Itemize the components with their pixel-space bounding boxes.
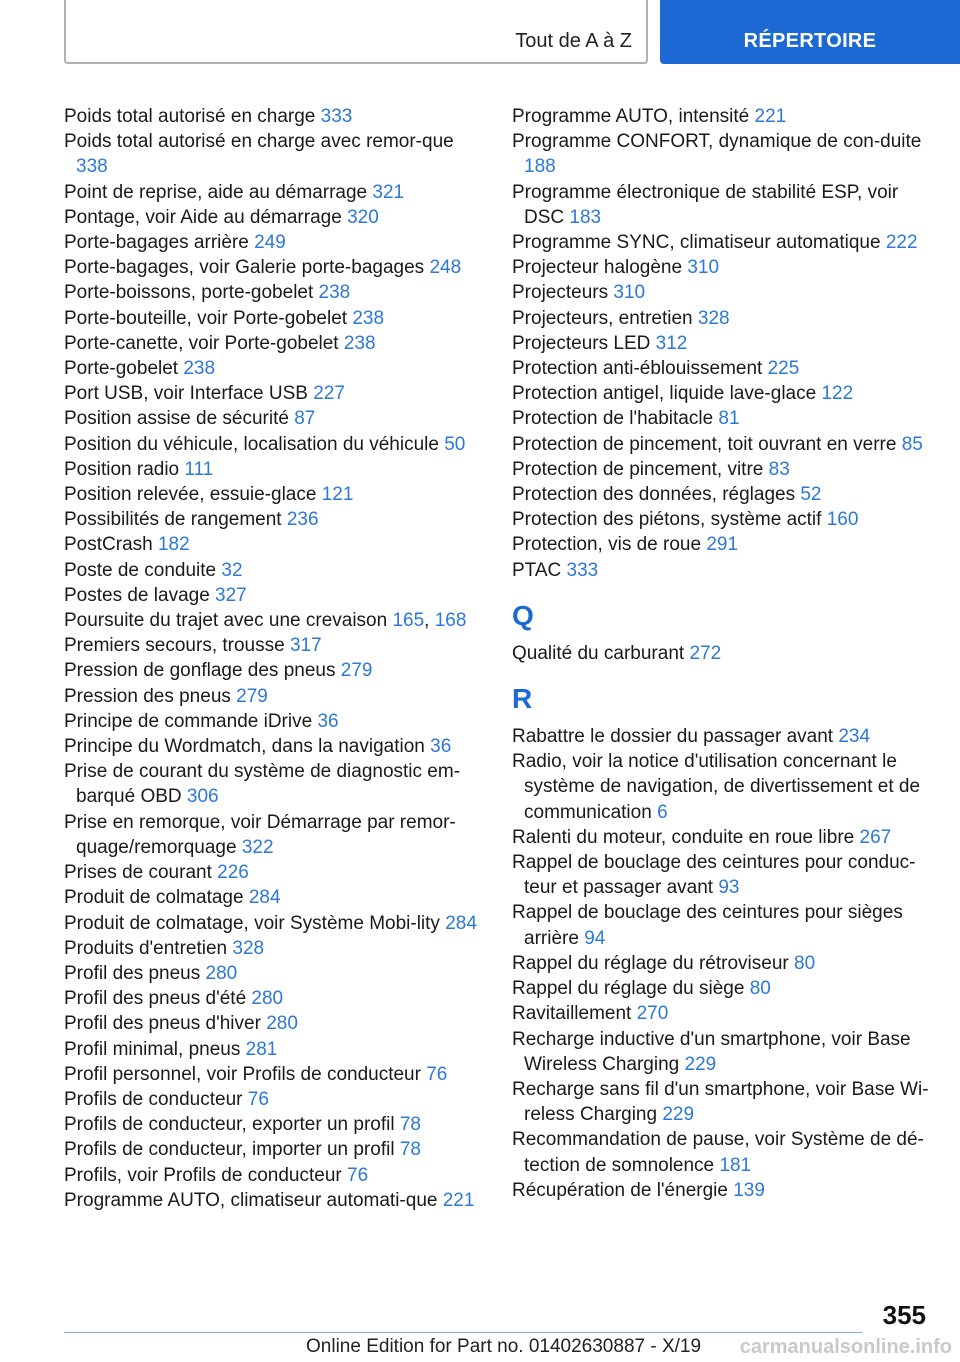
index-group-r [512, 724, 942, 1203]
page-ref-link[interactable]: 222 [885, 232, 918, 254]
page-ref-link[interactable]: 182 [157, 534, 190, 556]
page-ref-link[interactable]: 238 [318, 282, 351, 304]
index-entry [64, 1188, 484, 1213]
page-ref-link[interactable]: 333 [566, 559, 599, 581]
index-entry [512, 482, 942, 507]
index-entry-term: Profils de conducteur [64, 1088, 248, 1110]
page-ref-link[interactable]: 306 [186, 786, 219, 808]
index-entry-term: Position relevée, essuie-glace [64, 484, 322, 506]
page-ref-link[interactable]: 236 [286, 509, 319, 531]
index-entry [512, 306, 942, 331]
page-ref-link[interactable]: 168 [434, 610, 467, 632]
index-entry [64, 406, 484, 431]
index-entry [64, 129, 484, 179]
index-entry-term: Récupération de l'énergie [512, 1179, 734, 1201]
index-entry-term: Recharge sans fil d'un smartphone, voir Base Wi‐reless Charging [512, 1078, 929, 1126]
page-ref-link[interactable]: 284 [445, 912, 477, 934]
page-ref-link[interactable]: 270 [636, 1003, 669, 1025]
index-entry-term: PTAC [512, 559, 567, 581]
index-entry [512, 850, 942, 900]
page-ref-link[interactable]: 310 [613, 282, 646, 304]
index-entry-term: Profil minimal, pneus [64, 1038, 246, 1060]
index-entry [64, 759, 484, 809]
index-entry [512, 1001, 942, 1026]
index-entry-term: Protection antigel, liquide lave-glace [512, 383, 822, 405]
index-entry-term: Profils de conducteur, importer un profil [64, 1139, 400, 1161]
index-entry-term: Prise en remorque, voir Démarrage par remor‐quage/remorquage [64, 811, 456, 858]
index-entry [64, 608, 484, 633]
index-entry-term: Premiers secours, trousse [64, 635, 290, 657]
index-entry [512, 900, 942, 950]
header-tab-index-label: Tout de A à Z [515, 30, 632, 52]
index-group-p [512, 104, 942, 583]
index-entry [512, 749, 942, 825]
page-ref-link[interactable]: 85 [901, 433, 923, 455]
index-entry [512, 381, 942, 406]
index-entry [512, 255, 942, 280]
index-entry [64, 230, 484, 255]
index-entry-term: Pression de gonflage des pneus [64, 660, 341, 682]
index-entry-term: Poids total autorisé en charge [64, 106, 321, 127]
page-ref-link[interactable]: 249 [254, 232, 286, 254]
page-ref-link[interactable]: 80 [794, 952, 816, 974]
index-entry-term: Rappel de bouclage des ceintures pour sièges arrière [512, 902, 903, 949]
page-ref-link[interactable]: 87 [294, 408, 316, 430]
page-ref-link[interactable]: 183 [569, 206, 602, 228]
page-ref-link[interactable]: 78 [399, 1139, 421, 1161]
index-entry-term: Produit de colmatage [64, 887, 249, 909]
index-entry-term: Projecteurs, entretien [512, 307, 698, 329]
index-entry-term: Programme électronique de stabilité ESP, voir DSC [512, 181, 899, 228]
index-entry [64, 658, 484, 683]
footer-divider [64, 1332, 862, 1333]
page-ref-link[interactable]: 122 [821, 383, 854, 405]
index-entry [64, 482, 484, 507]
index-entry [64, 331, 484, 356]
page-number: 355 [882, 1300, 926, 1330]
index-entry [512, 331, 942, 356]
index-entry-term: Possibilités de rangement [64, 509, 287, 531]
page-ref-link[interactable]: 238 [183, 358, 216, 380]
page-ref-link[interactable]: 221 [442, 1189, 475, 1211]
page-ref-link[interactable]: 6 [657, 801, 668, 823]
page-ref-link[interactable]: 322 [241, 836, 274, 858]
index-entry-term: Qualité du carburant [512, 642, 690, 664]
index-entry-term: Rappel du réglage du siège [512, 978, 750, 1000]
index-entry-term: Profil personnel, voir Profils de conducteur [64, 1063, 427, 1085]
page-ref-link[interactable]: 36 [430, 736, 452, 758]
index-column-left [64, 104, 484, 1213]
page-ref-link[interactable]: 272 [689, 642, 722, 664]
index-entry [64, 280, 484, 305]
index-entry-term: Protection de pincement, toit ouvrant en verre [512, 433, 902, 455]
index-entry-term: Poste de conduite [64, 559, 222, 581]
page-ref-link[interactable]: 160 [826, 509, 859, 531]
index-entry-term: Projecteurs [512, 282, 614, 304]
page-ref-link[interactable]: 50 [444, 433, 466, 455]
edition-note: Online Edition for Part no. 01402630887 - X/19 [306, 1336, 702, 1357]
header-tab-directory[interactable] [660, 0, 960, 64]
page-ref-link[interactable]: 280 [205, 962, 238, 984]
index-entry [512, 951, 942, 976]
index-entry [64, 457, 484, 482]
index-entry-term: Poids total autorisé en charge avec remor‐que [64, 131, 454, 153]
index-entry [512, 825, 942, 850]
index-entry-term: Porte-boissons, porte-gobelet [64, 282, 319, 304]
index-entry [64, 583, 484, 608]
index-entry [512, 1027, 942, 1077]
index-entry [512, 230, 942, 255]
header-tab-directory-label: RÉPERTOIRE [743, 30, 877, 52]
index-group-q [512, 641, 942, 666]
page-ref-link[interactable]: 221 [754, 106, 787, 127]
index-entry-term: Position radio [64, 458, 185, 480]
page-ref-link[interactable]: 83 [768, 458, 790, 480]
index-entry [512, 532, 942, 557]
index-entry [64, 104, 484, 129]
page-ref-link[interactable]: 320 [347, 206, 379, 228]
index-entry [64, 507, 484, 532]
page-ref-link[interactable]: 229 [662, 1104, 695, 1126]
page-ref-link[interactable]: 76 [247, 1088, 269, 1110]
index-entry [512, 724, 942, 749]
page-ref-link[interactable]: 234 [838, 726, 871, 748]
page-ref-link[interactable]: 328 [232, 937, 265, 959]
index-entry-term: Produits d'entretien [64, 937, 233, 959]
index-entry-term: Radio, voir la notice d'utilisation concernant le système de navigation, de divertissement et de communication [512, 751, 921, 823]
index-entry [64, 1011, 484, 1036]
index-entry-term: Rappel du réglage du rétroviseur [512, 952, 795, 974]
index-entry-term: Programme SYNC, climatiseur automatique [512, 232, 886, 254]
header-tab-index[interactable] [64, 0, 648, 64]
index-entry-term: Projecteurs LED [512, 332, 656, 354]
index-entry-term: Poursuite du trajet avec une crevaison [64, 610, 393, 632]
index-entry-term: Programme CONFORT, dynamique de con‐duite [512, 131, 922, 153]
page-ref-link[interactable]: 280 [266, 1013, 298, 1035]
index-entry-term: Protection des données, réglages [512, 484, 801, 506]
index-entry [64, 1137, 484, 1162]
index-entry-term: PostCrash [64, 534, 158, 556]
index-entry [64, 885, 484, 910]
page-ref-link[interactable]: 338 [76, 156, 108, 178]
index-entry [512, 1178, 942, 1203]
index-entry-term: Protection, vis de roue [512, 534, 707, 556]
index-entry [64, 180, 484, 205]
index-entry-term: Projecteur halogène [512, 257, 688, 279]
index-entry-term: Rabattre le dossier du passager avant [512, 726, 839, 748]
page-ref-link[interactable]: 321 [372, 181, 405, 203]
index-entry [64, 709, 484, 734]
page-ref-link[interactable]: 121 [321, 484, 354, 506]
index-entry-term: Port USB, voir Interface USB [64, 383, 314, 405]
index-entry [512, 104, 942, 129]
index-entry [64, 911, 484, 936]
index-entry [512, 1127, 942, 1177]
page-ref-link[interactable]: 291 [706, 534, 739, 556]
index-entry-term: Ravitaillement [512, 1003, 637, 1025]
page-ref-link[interactable]: 279 [340, 660, 373, 682]
index-entry-term: Position du véhicule, localisation du véhicule [64, 433, 445, 455]
page-ref-link[interactable]: 225 [767, 358, 800, 380]
index-entry [64, 1037, 484, 1062]
page-ref-link[interactable]: 227 [313, 383, 345, 405]
index-entry-term: Protection de l'habitacle [512, 408, 719, 430]
index-entry [64, 633, 484, 658]
index-entry-term: Programme AUTO, intensité [512, 106, 755, 127]
index-entry-term: Protection anti-éblouissement [512, 358, 768, 380]
index-entry [512, 1077, 942, 1127]
page-ref-link[interactable]: 229 [684, 1053, 717, 1075]
index-entry [512, 356, 942, 381]
index-entry [64, 810, 484, 860]
page-ref-link[interactable]: 76 [426, 1063, 448, 1085]
index-entry-term: Pontage, voir Aide au démarrage [64, 206, 348, 228]
index-entry-term: Porte-bagages, voir Galerie porte-bagages [64, 257, 430, 279]
index-entry-term: Prise de courant du système de diagnostic em‐barqué OBD [64, 761, 461, 808]
watermark: carmanualsonline.info [739, 1336, 952, 1358]
page-ref-link[interactable]: 327 [215, 584, 247, 606]
index-entry [512, 406, 942, 431]
index-entry-term: Protection des piétons, système actif [512, 509, 827, 531]
index-entry [64, 381, 484, 406]
page-ref-link[interactable]: 181 [719, 1154, 752, 1176]
page-ref-link[interactable]: 310 [687, 257, 720, 279]
index-entry-term: Point de reprise, aide au démarrage [64, 181, 373, 203]
index-entry [64, 986, 484, 1011]
index-entry [64, 734, 484, 759]
index-entry-term: Principe du Wordmatch, dans la navigation [64, 736, 431, 758]
index-entry [64, 1163, 484, 1188]
page-ref-link[interactable]: 226 [217, 862, 249, 884]
index-entry-term: Profils, voir Profils de conducteur [64, 1164, 348, 1186]
page-ref-link[interactable]: 93 [718, 877, 740, 899]
index-entry-term: Porte-bagages arrière [64, 232, 255, 254]
page-ref-link[interactable]: 81 [718, 408, 740, 430]
section-letter-q: Q [512, 599, 534, 631]
index-entry [512, 280, 942, 305]
page-ref-link[interactable]: 267 [859, 826, 892, 848]
page-ref-link[interactable]: 328 [697, 307, 730, 329]
page-ref-link[interactable]: 139 [733, 1179, 765, 1201]
index-entry [64, 860, 484, 885]
page-ref-link[interactable]: 238 [343, 332, 376, 354]
page-ref-link[interactable]: 281 [245, 1038, 278, 1060]
index-entry [512, 641, 942, 666]
index-entry [512, 976, 942, 1001]
page-ref-link[interactable]: 280 [251, 988, 284, 1010]
index-entry [64, 356, 484, 381]
index-entry [64, 432, 484, 457]
page-ref-link[interactable]: 333 [320, 106, 353, 127]
index-entry-term: Principe de commande iDrive [64, 710, 318, 732]
page-ref-link[interactable]: 76 [347, 1164, 369, 1186]
index-entry [64, 1062, 484, 1087]
page-ref-link[interactable]: 165 [392, 610, 425, 632]
index-entry-term: Porte-gobelet [64, 358, 184, 380]
page-ref-link[interactable]: 78 [399, 1114, 421, 1136]
index-entry [512, 432, 942, 457]
index-column-right [512, 104, 942, 1203]
index-entry-term: Recommandation de pause, voir Système de dé‐tection de somnolence [512, 1129, 924, 1176]
index-entry [64, 936, 484, 961]
index-entry-term: Produit de colmatage, voir Système Mobi‐lity [64, 912, 446, 934]
index-entry-term: Programme AUTO, climatiseur automati‐que [64, 1189, 443, 1211]
page-ref-link[interactable]: 284 [248, 887, 281, 909]
page-ref-link[interactable]: 188 [524, 156, 556, 178]
page-ref-link[interactable]: 317 [289, 635, 322, 657]
index-entry-term: Protection de pincement, vitre [512, 458, 769, 480]
index-entry [512, 558, 942, 583]
index-entry-term: Prises de courant [64, 862, 218, 884]
index-entry [64, 558, 484, 583]
index-entry-term: Profil des pneus d'hiver [64, 1013, 267, 1035]
page-ref-link[interactable]: 279 [236, 685, 268, 707]
index-entry-term: Profils de conducteur, exporter un profil [64, 1114, 400, 1136]
index-entry [64, 1087, 484, 1112]
index-entry-term: Ralenti du moteur, conduite en roue libre [512, 826, 860, 848]
index-entry-term: Position assise de sécurité [64, 408, 295, 430]
page-ref-link[interactable]: 94 [584, 927, 606, 949]
index-entry-term: Profil des pneus [64, 962, 206, 984]
page-ref-link[interactable]: 248 [429, 257, 462, 279]
section-letter-r: R [512, 683, 533, 715]
index-entry [64, 961, 484, 986]
index-entry [512, 180, 942, 230]
index-entry-term: Rappel de bouclage des ceintures pour conduc‐teur et passager avant [512, 852, 916, 899]
index-entry [64, 1112, 484, 1137]
page-ref-link[interactable]: 238 [352, 307, 385, 329]
page-ref-link[interactable]: 32 [221, 559, 243, 581]
index-entry [512, 457, 942, 482]
index-entry-term: Pression des pneus [64, 685, 237, 707]
index-entry-term: Postes de lavage [64, 584, 216, 606]
index-entry [512, 129, 942, 179]
index-entry-term: Recharge inductive d'un smartphone, voir Base Wireless Charging [512, 1028, 911, 1075]
page-ref-link[interactable]: 80 [749, 978, 771, 1000]
page-ref-link[interactable]: 36 [317, 710, 339, 732]
index-entry [64, 255, 484, 280]
page-ref-link[interactable]: 111 [184, 458, 214, 480]
index-entry-term: Profil des pneus d'été [64, 988, 252, 1010]
page-ref-link[interactable]: 312 [655, 332, 688, 354]
index-entry [512, 507, 942, 532]
index-entry-term: Porte-bouteille, voir Porte-gobelet [64, 307, 353, 329]
index-entry [64, 306, 484, 331]
page-ref-link[interactable]: 52 [800, 484, 822, 506]
index-entry-term: Porte-canette, voir Porte-gobelet [64, 332, 344, 354]
page-ref-separator: , [424, 610, 435, 632]
index-entry [64, 684, 484, 709]
index-entry [64, 205, 484, 230]
index-entry [64, 532, 484, 557]
